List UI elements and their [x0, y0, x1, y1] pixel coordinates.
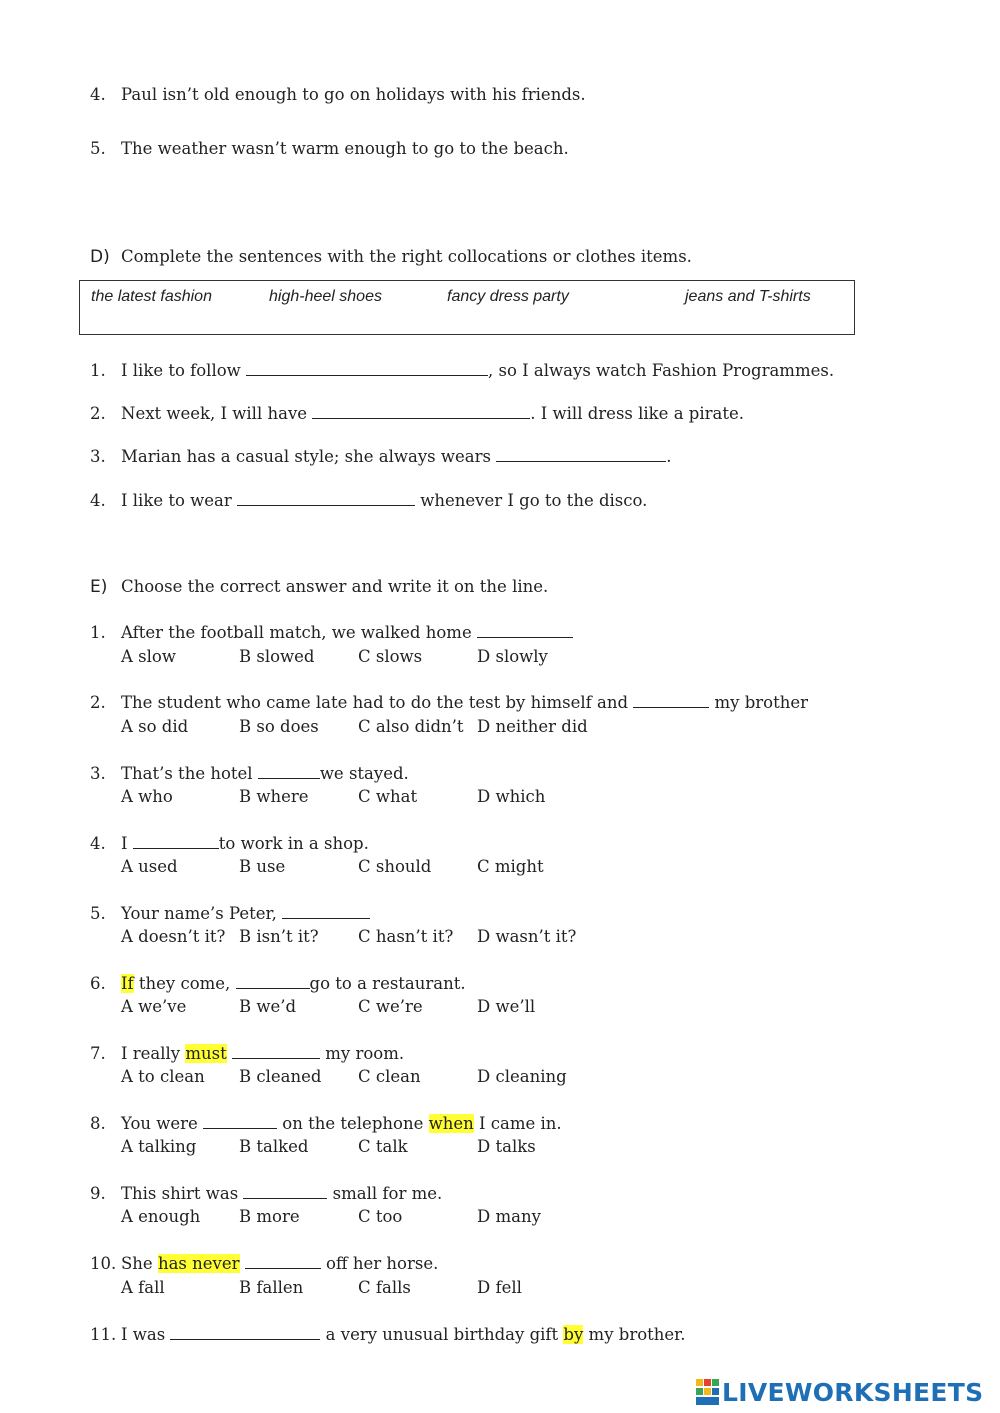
option-d[interactable]: D slowly: [477, 647, 548, 666]
item-text: Paul isn’t old enough to go on holidays with his friends.: [121, 85, 586, 104]
option-b[interactable]: B use: [239, 857, 286, 876]
sentence-d1: I like to follow , so I always watch Fashion Programmes.: [121, 361, 835, 380]
question-text: She has never off her horse.: [121, 1254, 439, 1273]
item-number: 1.: [90, 361, 106, 380]
answer-blank[interactable]: [236, 974, 310, 989]
section-e-instruction: Choose the correct answer and write it on the line.: [121, 577, 549, 596]
answer-blank[interactable]: [312, 404, 530, 419]
section-d-instruction: Complete the sentences with the right collocations or clothes items.: [121, 247, 692, 266]
word-bank-item: high-heel shoes: [269, 288, 382, 305]
option-c[interactable]: C also didn’t: [358, 717, 464, 736]
option-b[interactable]: B isn’t it?: [239, 927, 319, 946]
question-number: 9.: [90, 1184, 106, 1203]
option-c[interactable]: C too: [358, 1207, 403, 1226]
option-c[interactable]: C slows: [358, 647, 423, 666]
question-number: 7.: [90, 1044, 106, 1063]
word-bank-item: the latest fashion: [91, 288, 212, 305]
highlighted-word: when: [428, 1114, 474, 1133]
option-a[interactable]: A talking: [121, 1137, 197, 1156]
option-d[interactable]: D which: [477, 787, 546, 806]
answer-blank[interactable]: [282, 904, 370, 919]
highlighted-word: has never: [157, 1254, 240, 1273]
question-number: 10.: [90, 1254, 117, 1273]
answer-blank[interactable]: [496, 447, 666, 462]
question-text: This shirt was small for me.: [121, 1184, 443, 1203]
question-number: 1.: [90, 623, 106, 642]
option-c[interactable]: C clean: [358, 1067, 421, 1086]
liveworksheets-logo-icon: [696, 1379, 720, 1407]
sentence-d3: Marian has a casual style; she always wears .: [121, 447, 672, 466]
highlighted-word: If: [121, 974, 134, 993]
highlighted-word: by: [563, 1325, 584, 1344]
question-text: You were on the telephone when I came in.: [121, 1114, 562, 1133]
option-a[interactable]: A so did: [121, 717, 189, 736]
option-c[interactable]: C hasn’t it?: [358, 927, 454, 946]
item-number: 2.: [90, 404, 106, 423]
word-bank-item: fancy dress party: [447, 288, 569, 305]
question-text: That’s the hotel we stayed.: [121, 764, 409, 783]
question-text: If they come, go to a restaurant.: [121, 974, 466, 993]
option-c[interactable]: C talk: [358, 1137, 408, 1156]
answer-blank[interactable]: [133, 834, 219, 849]
option-b[interactable]: B slowed: [239, 647, 315, 666]
question-number: 6.: [90, 974, 106, 993]
option-d[interactable]: D we’ll: [477, 997, 536, 1016]
option-c[interactable]: C should: [358, 857, 432, 876]
option-d[interactable]: C might: [477, 857, 544, 876]
option-a[interactable]: A fall: [121, 1278, 165, 1297]
option-b[interactable]: B so does: [239, 717, 319, 736]
answer-blank[interactable]: [203, 1114, 277, 1129]
word-bank-box: [79, 280, 855, 335]
option-b[interactable]: B we’d: [239, 997, 297, 1016]
answer-blank[interactable]: [245, 1254, 321, 1269]
option-d[interactable]: D talks: [477, 1137, 536, 1156]
item-number: 3.: [90, 447, 106, 466]
answer-blank[interactable]: [633, 693, 709, 708]
option-b[interactable]: B where: [239, 787, 309, 806]
brand-name: LIVEWORKSHEETS: [722, 1378, 984, 1407]
option-d[interactable]: D fell: [477, 1278, 522, 1297]
question-number: 2.: [90, 693, 106, 712]
answer-blank[interactable]: [237, 491, 415, 506]
item-number: 5.: [90, 139, 106, 158]
item-number: 4.: [90, 491, 106, 510]
option-b[interactable]: B more: [239, 1207, 300, 1226]
option-c[interactable]: C falls: [358, 1278, 411, 1297]
answer-blank[interactable]: [258, 764, 320, 779]
question-number: 8.: [90, 1114, 106, 1133]
answer-blank[interactable]: [170, 1325, 320, 1340]
highlighted-word: must: [185, 1044, 227, 1063]
question-number: 5.: [90, 904, 106, 923]
sentence-d2: Next week, I will have . I will dress like a pirate.: [121, 404, 744, 423]
question-number: 3.: [90, 764, 106, 783]
option-a[interactable]: A who: [121, 787, 173, 806]
option-b[interactable]: B fallen: [239, 1278, 304, 1297]
question-text: I was a very unusual birthday gift by my brother.: [121, 1325, 686, 1344]
option-a[interactable]: A used: [121, 857, 178, 876]
question-number: 11.: [90, 1325, 117, 1344]
option-b[interactable]: B talked: [239, 1137, 309, 1156]
liveworksheets-logo: [696, 1378, 996, 1408]
item-text: The weather wasn’t warm enough to go to the beach.: [121, 139, 569, 158]
word-bank-item: jeans and T-shirts: [685, 288, 811, 305]
option-c[interactable]: C what: [358, 787, 418, 806]
option-d[interactable]: D many: [477, 1207, 541, 1226]
option-a[interactable]: A enough: [121, 1207, 201, 1226]
question-text: I really must my room.: [121, 1044, 405, 1063]
option-d[interactable]: D cleaning: [477, 1067, 567, 1086]
option-b[interactable]: B cleaned: [239, 1067, 322, 1086]
option-d[interactable]: D neither did: [477, 717, 588, 736]
question-number: 4.: [90, 834, 106, 853]
option-a[interactable]: A we’ve: [121, 997, 187, 1016]
question-text: After the football match, we walked home: [121, 623, 573, 642]
answer-blank[interactable]: [477, 623, 573, 638]
question-text: I to work in a shop.: [121, 834, 369, 853]
question-text: Your name’s Peter,: [121, 904, 370, 923]
option-c[interactable]: C we’re: [358, 997, 423, 1016]
answer-blank[interactable]: [243, 1184, 327, 1199]
sentence-d4: I like to wear whenever I go to the disco.: [121, 491, 648, 510]
option-d[interactable]: D wasn’t it?: [477, 927, 577, 946]
answer-blank[interactable]: [232, 1044, 320, 1059]
item-number: 4.: [90, 85, 106, 104]
section-d-letter: D): [90, 247, 110, 267]
answer-blank[interactable]: [246, 361, 488, 376]
option-a[interactable]: A to clean: [121, 1067, 205, 1086]
option-a[interactable]: A doesn’t it?: [121, 927, 226, 946]
question-text: The student who came late had to do the test by himself and my brother: [121, 693, 809, 712]
option-a[interactable]: A slow: [121, 647, 176, 666]
section-e-letter: E): [90, 577, 108, 597]
